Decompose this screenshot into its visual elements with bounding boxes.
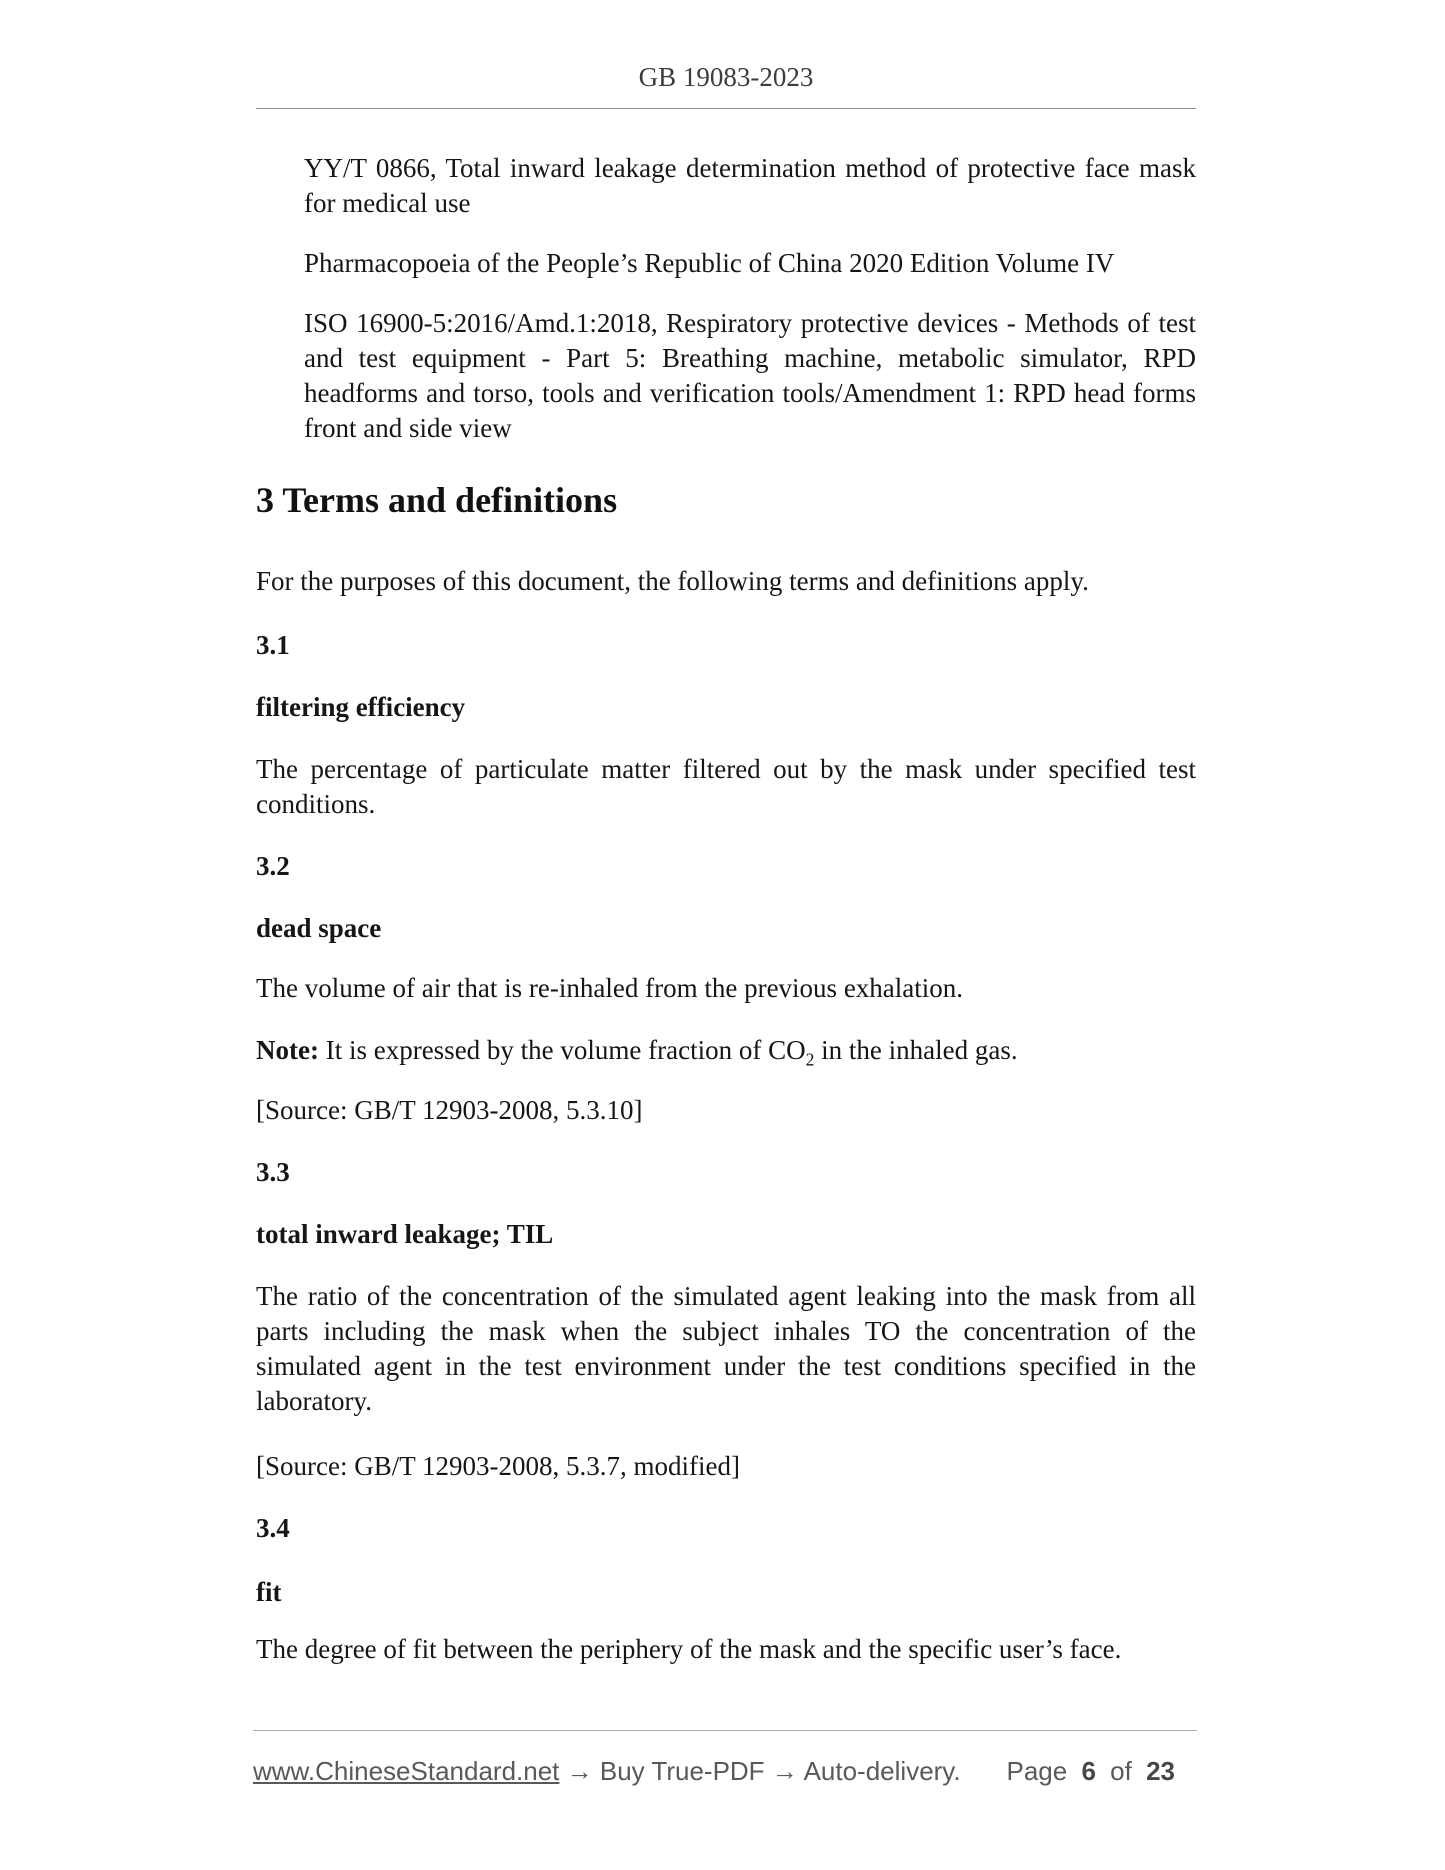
footer-row — [253, 1755, 1197, 1787]
footer-left — [253, 1755, 961, 1787]
page-indicator — [1006, 1755, 1197, 1787]
co2-subscript: 2 — [805, 1049, 815, 1070]
page-content — [256, 0, 1196, 1667]
note-text-before-subscript: It is expressed by the volume fraction of CO — [318, 1035, 806, 1065]
term-definition: The percentage of particulate matter filtered out by the mask under specified test conditions. — [256, 754, 1196, 819]
term-definition: The degree of fit between the periphery of the mask and the specific user’s face. — [256, 1634, 1122, 1664]
note-paragraph — [256, 1033, 1196, 1068]
term-name: total inward leakage; TIL — [256, 1219, 554, 1249]
term-definition: The ratio of the concentration of the simulated agent leaking into the mask from all parts including the mask when the subject inhales TO the concentration of the simulated agent in the test environment under the test conditions specified in the laboratory. — [256, 1281, 1196, 1416]
header-rule — [256, 108, 1196, 109]
source-line: [Source: GB/T 12903-2008, 5.3.7, modified] — [256, 1451, 740, 1481]
reference-paragraph: ISO 16900-5:2016/Amd.1:2018, Respiratory protective devices - Methods of test and test equipment - Part 5: Breathing machine, metabolic simulator, RPD headforms and torso, tools and verification tools/Amendment 1: RPD head forms front and side view — [304, 308, 1196, 443]
note-text-after-subscript: in the inhaled gas. — [814, 1035, 1018, 1065]
term-number: 3.1 — [256, 630, 290, 660]
term-number: 3.4 — [256, 1513, 290, 1543]
footer-rule — [253, 1730, 1197, 1731]
document-header — [256, 0, 1196, 92]
reference-paragraph: Pharmacopoeia of the People’s Republic of China 2020 Edition Volume IV — [304, 248, 1115, 278]
term-number: 3.2 — [256, 851, 290, 881]
page-footer — [253, 1730, 1197, 1787]
footer-tagline: → Buy True-PDF → Auto-delivery. — [559, 1756, 961, 1786]
reference-paragraph: YY/T 0866, Total inward leakage determination method of protective face mask for medical use — [304, 153, 1196, 218]
term-name: fit — [256, 1577, 282, 1607]
note-label: Note: — [256, 1035, 319, 1065]
doc-number: GB 19083-2023 — [638, 62, 814, 92]
page-total: 23 — [1146, 1756, 1175, 1786]
term-name: filtering efficiency — [256, 692, 466, 722]
page-of: of — [1110, 1756, 1132, 1786]
footer-link[interactable]: www.ChineseStandard.net — [253, 1756, 560, 1786]
term-number: 3.3 — [256, 1157, 290, 1187]
term-definition: The volume of air that is re-inhaled from the previous exhalation. — [256, 973, 964, 1003]
page-label: Page — [1006, 1756, 1068, 1786]
term-name: dead space — [256, 913, 382, 943]
section-heading: 3 Terms and definitions — [256, 480, 618, 520]
section-intro: For the purposes of this document, the following terms and definitions apply. — [256, 566, 1089, 596]
source-line: [Source: GB/T 12903-2008, 5.3.10] — [256, 1095, 643, 1125]
page-current: 6 — [1081, 1756, 1096, 1786]
